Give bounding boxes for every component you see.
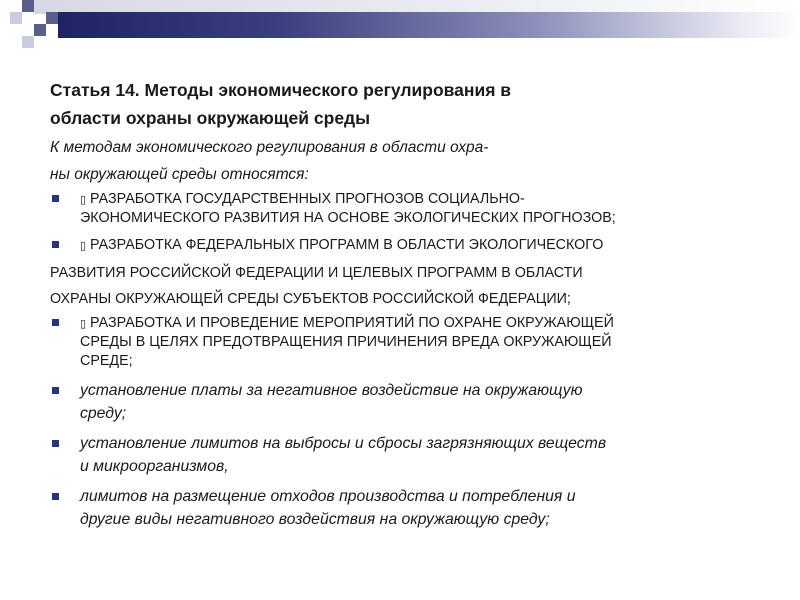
list-item xyxy=(50,485,760,531)
missing-glyph-icon: ▯ xyxy=(80,317,87,330)
list-item xyxy=(50,379,760,425)
header-square xyxy=(10,12,22,24)
square-bullet-icon xyxy=(52,493,59,500)
square-bullet-icon xyxy=(52,440,59,447)
header-gradient-bar xyxy=(58,12,800,38)
square-bullet-icon xyxy=(52,195,59,202)
item-text: установление лимитов на выбросы и сбросы загрязняющих веществ xyxy=(80,435,607,452)
item-text: РАЗРАБОТКА ФЕДЕРАЛЬНЫХ ПРОГРАММ В ОБЛАСТИ ЭКОЛОГИЧЕСКОГО xyxy=(90,237,604,253)
intro-line: ны окружающей среды относятся: xyxy=(50,166,309,183)
header-square xyxy=(34,24,46,36)
list-item xyxy=(50,432,760,478)
item-text: РАЗРАБОТКА И ПРОВЕДЕНИЕ МЕРОПРИЯТИЙ ПО ОХРАНЕ ОКРУЖАЮЩЕЙ xyxy=(90,315,614,331)
intro-line: К методам экономического регулирования в области охра- xyxy=(50,139,489,156)
item-text: и микроорганизмов, xyxy=(80,458,229,475)
item-text: установление платы за негативное воздействие на окружающую xyxy=(80,382,583,399)
header-square xyxy=(46,12,58,24)
intro-text xyxy=(50,134,750,188)
item-text: ЭКОНОМИЧЕСКОГО РАЗВИТИЯ НА ОСНОВЕ ЭКОЛОГИЧЕСКИХ ПРОГНОЗОВ; xyxy=(80,210,616,226)
item-text: СРЕДЫ В ЦЕЛЯХ ПРЕДОТВРАЩЕНИЯ ПРИЧИНЕНИЯ ВРЕДА ОКРУЖАЮЩЕЙ xyxy=(80,334,612,350)
item-text: РАЗВИТИЯ РОССИЙСКОЙ ФЕДЕРАЦИИ И ЦЕЛЕВЫХ ПРОГРАММ В ОБЛАСТИ xyxy=(50,265,583,281)
slide-header-decoration xyxy=(0,0,800,60)
item-text: другие виды негативного воздействия на окружающую среду; xyxy=(80,511,550,528)
methods-list xyxy=(50,190,760,531)
header-square xyxy=(22,0,34,12)
item-text: ОХРАНЫ ОКРУЖАЮЩЕЙ СРЕДЫ СУБЪЕКТОВ РОССИЙСКОЙ ФЕДЕРАЦИИ; xyxy=(50,291,571,307)
item-text: РАЗРАБОТКА ГОСУДАРСТВЕННЫХ ПРОГНОЗОВ СОЦИАЛЬНО- xyxy=(90,191,525,207)
title-line: Статья 14. Методы экономического регулирования в xyxy=(50,80,512,100)
list-item xyxy=(50,236,760,312)
list-item xyxy=(50,314,760,371)
item-text: среду; xyxy=(80,405,127,422)
item-text: СРЕДЕ; xyxy=(80,353,133,369)
square-bullet-icon xyxy=(52,387,59,394)
list-item xyxy=(50,190,760,228)
title-line: области охраны окружающей среды xyxy=(50,108,371,128)
square-bullet-icon xyxy=(52,319,59,326)
missing-glyph-icon: ▯ xyxy=(80,193,87,206)
item-text: лимитов на размещение отходов производства и потребления и xyxy=(80,488,576,505)
header-square xyxy=(22,36,34,48)
slide-title xyxy=(50,76,750,132)
missing-glyph-icon: ▯ xyxy=(80,239,87,252)
square-bullet-icon xyxy=(52,241,59,248)
